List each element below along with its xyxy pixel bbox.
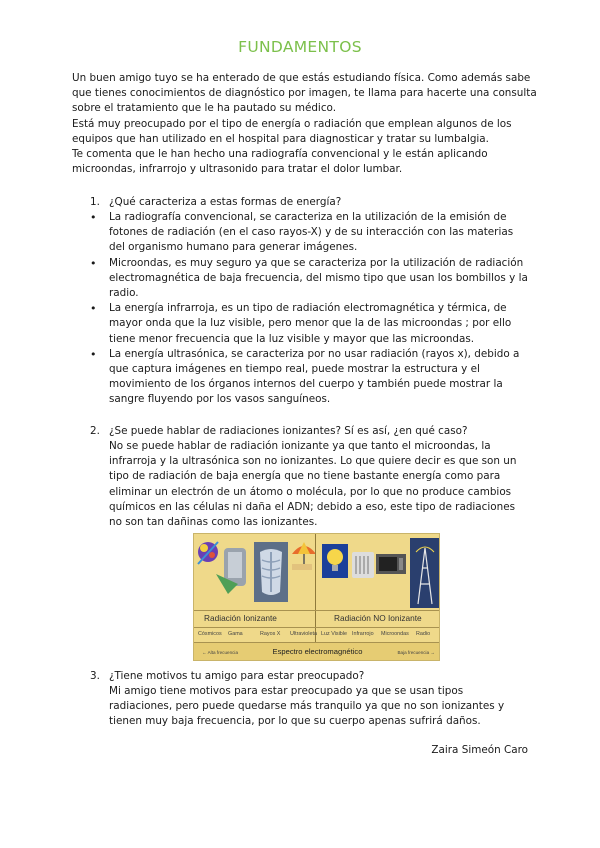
radiation-sources-illustration: [194, 534, 440, 610]
answer-2: No se puede hablar de radiación ionizante ya que tanto el microondas, la infrarroja y la ultrasónica son no ionizantes. Lo que quiere decir es que son un tipo de radiación de baja energía que no tiene bastante energía como para eliminar un electrón de un átomo o molécula, por lo que no produce cambios químicos en las células ni daña el ADN; debido a eso, este tipo de radiaciones no son tan dañinas como las ionizantes.: [109, 440, 517, 529]
question-number: 1.: [90, 196, 100, 208]
microwave-oven-icon: [376, 554, 406, 574]
question-number: 2.: [90, 425, 100, 437]
bullet-infrarroja: • La energía infrarroja, es un tipo de radiación electromagnética y térmica, de mayor onda que la luz visible, pero menor que la de las microondas ; por ello tiene menor frecuencia que la luz visible y mayor que las microondas.: [90, 301, 530, 347]
radio-tower-icon: [410, 538, 440, 608]
question-number: 3.: [90, 670, 100, 682]
type-rayos-x: Rayos X: [260, 631, 281, 637]
type-cosmicos: Cósmicos: [198, 631, 222, 637]
low-frequency-label: Baja frecuencia →: [397, 650, 435, 655]
bullet-ultrasonica: • La energía ultrasónica, se caracteriza por no usar radiación (rayos x), debido a que captura imágenes en tiempo real, puede mostrar la estructura y el movimiento de los órganos internos del cuerpo y también puede mostrar la sangre fluyendo por los vasos sanguíneos.: [90, 347, 530, 408]
question-text: ¿Tiene motivos tu amigo para estar preocupado?: [109, 670, 365, 682]
radiation-types-row: [194, 627, 440, 643]
spectrum-bar: [194, 642, 440, 661]
ionizing-label: Radiación Ionizante: [204, 613, 277, 623]
page-title: FUNDAMENTOS: [238, 38, 362, 56]
type-gama: Gama: [228, 631, 243, 637]
electromagnetic-spectrum-figure: [193, 533, 440, 661]
question-1-bullets: [90, 210, 530, 408]
type-ultravioleta: Ultravioleta: [290, 631, 317, 637]
type-luz-visible: Luz Visible: [321, 631, 347, 637]
bullet-radiografia: • La radiografía convencional, se caracteriza en la utilización de la emisión de fotones de radiación (en el caso rayos-X) y de su interacción con las materias del organismo humano para generar imágenes.: [90, 210, 530, 256]
type-microondas: Microondas: [381, 631, 409, 637]
question-text: ¿Qué caracteriza a estas formas de energía?: [109, 196, 342, 208]
author-signature: Zaira Simeón Caro: [431, 744, 528, 756]
intro-line-1: Un buen amigo tuyo se ha enterado de que estás estudiando física. Como además sabe que tienes conocimientos de diagnóstico por imagen, te llama para hacerte una consulta sobre el tratamiento que le ha pautado su médico.: [72, 72, 537, 115]
beach-umbrella-icon: [292, 542, 316, 570]
answer-3: Mi amigo tiene motivos para estar preocupado ya que se usan tipos radiaciones, pero puede quedarse más tranquilo ya que no son ionizantes y tienen muy baja frecuencia, por lo que su cuerpo apenas sufrirá daños.: [109, 685, 505, 728]
intro-line-2: Está muy preocupado por el tipo de energía o radiación que emplean algunos de los equipos que han utilizado en el hospital para diagnosticar y tratar su lumbalgia.: [72, 117, 512, 145]
xray-chest-icon: [254, 542, 288, 602]
heater-icon: [352, 552, 374, 578]
intro-paragraph: [72, 71, 542, 177]
high-frequency-label: ← Alta frecuencia: [202, 650, 239, 655]
intro-line-3: Te comenta que le han hecho una radiografía convencional y le están aplicando microondas, infrarrojo y ultrasonido para tratar el dolor lumbar.: [72, 148, 488, 176]
non-ionizing-label: Radiación NO Ionizante: [334, 613, 422, 623]
cosmic-rays-icon: [198, 542, 218, 564]
light-bulb-icon: [322, 544, 348, 578]
gamma-source-icon: [216, 548, 246, 594]
type-infrarrojo: Infrarrojo: [352, 631, 374, 637]
radiation-category-band: [194, 610, 440, 628]
bullet-microondas: • Microondas, es muy seguro ya que se caracteriza por la utilización de radiación electromagnética de baja frecuencia, del mismo tipo que usan los bombillos y la radio.: [90, 256, 530, 302]
type-radio: Radio: [416, 631, 431, 637]
question-text: ¿Se puede hablar de radiaciones ionizantes? Sí es así, ¿en qué caso?: [109, 425, 468, 437]
spectrum-label: Espectro electromagnético: [272, 647, 363, 656]
